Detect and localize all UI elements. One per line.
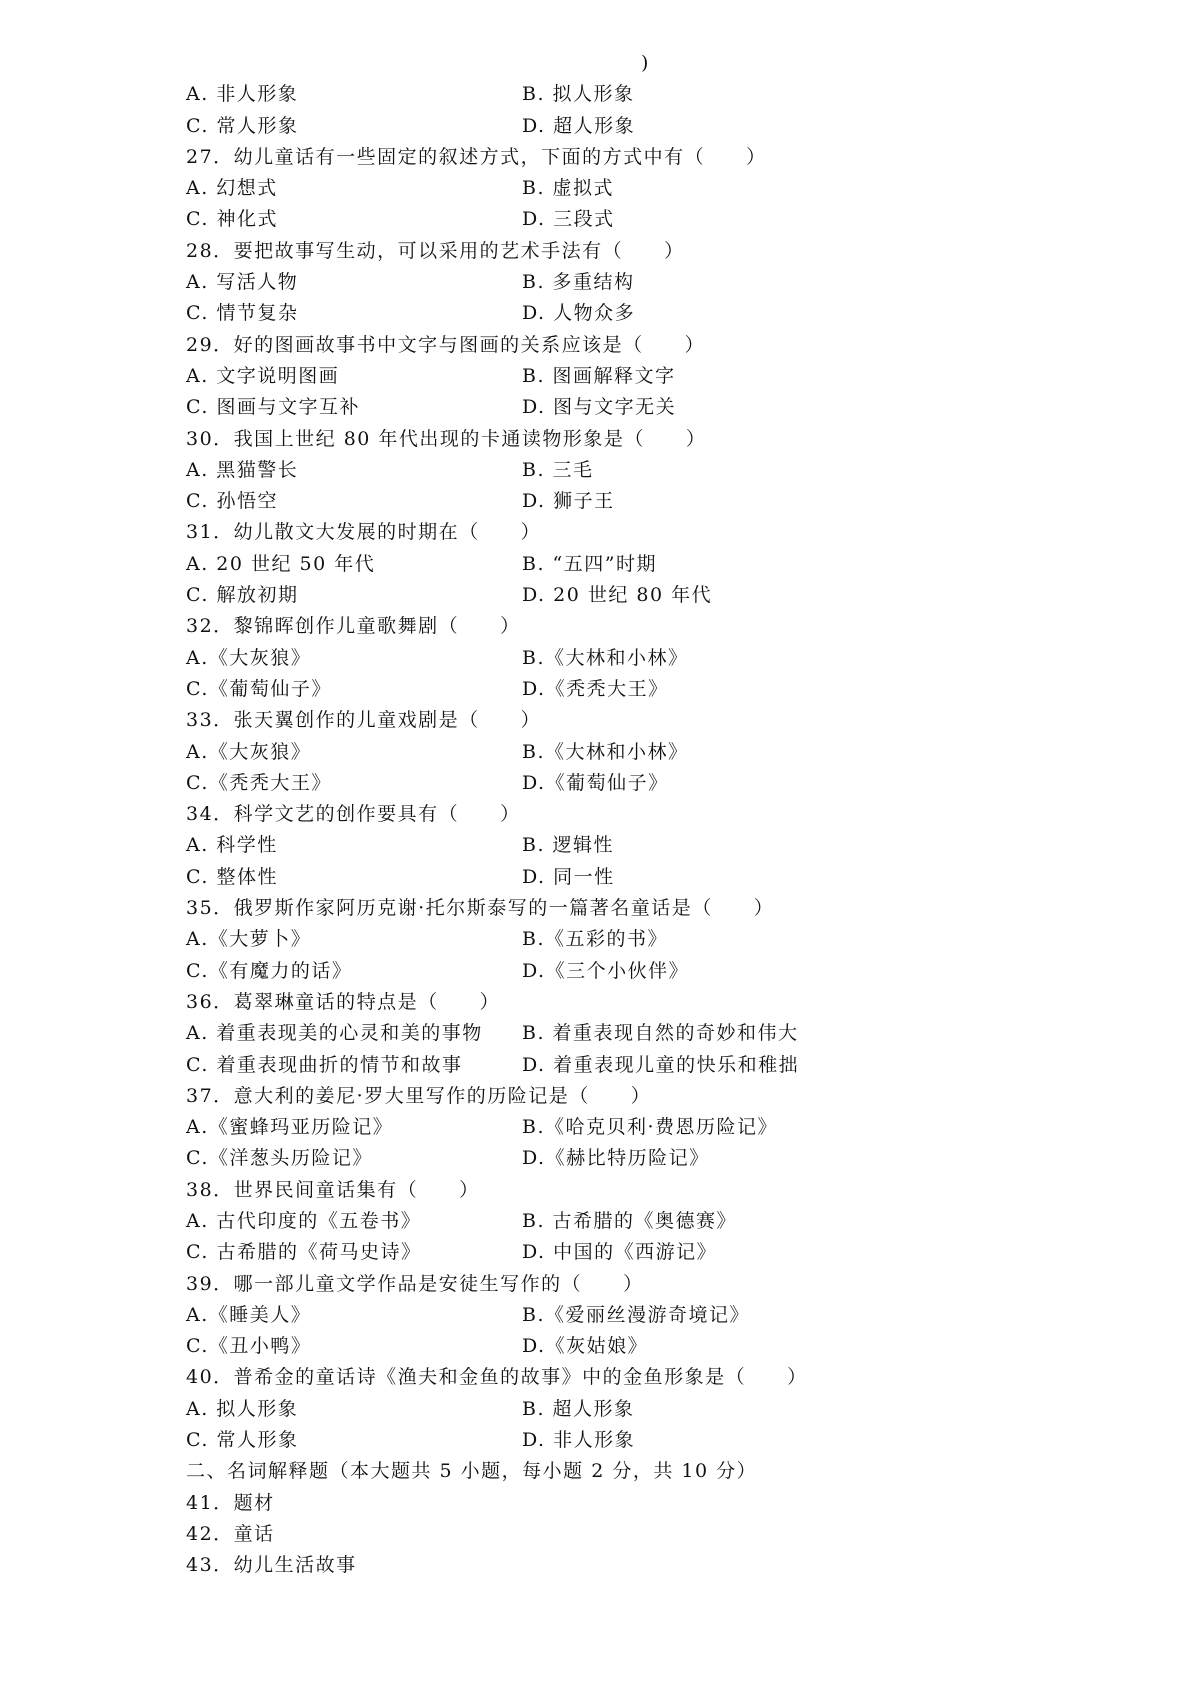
answer-option: D. 人物众多 [522,302,636,325]
option-row [186,580,966,611]
answer-option: B. 虚拟式 [522,177,615,200]
question-text: 37．意大利的姜尼·罗大里写作的历险记是（ ） [186,1084,652,1107]
answer-option: D. 狮子王 [522,490,615,513]
option-row [186,1143,966,1174]
answer-option: C. 常人形象 [186,1429,299,1452]
option-row [186,392,966,423]
answer-option: C.《秃秃大王》 [186,771,332,794]
question-text: 31．幼儿散文大发展的时期在（ ） [186,521,542,544]
question-text: 30．我国上世纪 80 年代出现的卡通读物形象是（ ） [186,427,707,450]
question-text: 39．哪一部儿童文学作品是安徒生写作的（ ） [186,1272,644,1295]
answer-option: B. 着重表现自然的奇妙和伟大 [522,1022,799,1045]
option-row [186,862,966,893]
answer-option: C. 情节复杂 [186,302,299,325]
option-row [186,1394,966,1425]
question-list [186,79,966,1456]
answer-option: A. 非人形象 [186,83,299,106]
question-text: 36．葛翠琳童话的特点是（ ） [186,990,501,1013]
answer-option: A.《蜜蜂玛亚历险记》 [186,1116,394,1139]
answer-option: A. 20 世纪 50 年代 [186,552,376,575]
option-row [186,267,966,298]
answer-option: B. 三毛 [522,458,594,481]
answer-option: D. 超人形象 [522,114,636,137]
answer-option: A. 写活人物 [186,271,299,294]
answer-option: A.《大萝卜》 [186,928,312,951]
question-text: 33．张天翼创作的儿童戏剧是（ ） [186,709,542,732]
answer-option: D. 20 世纪 80 年代 [522,584,713,607]
question-text: 40．普希金的童话诗《渔夫和金鱼的故事》中的金鱼形象是（ ） [186,1366,808,1389]
answer-option: B.《爱丽丝漫游奇境记》 [522,1303,751,1326]
question-text: 38．世界民间童话集有（ ） [186,1178,480,1201]
option-row [186,1112,966,1143]
option-row [186,204,966,235]
answer-option: B.《大林和小林》 [522,646,689,669]
answer-option: C. 着重表现曲折的情节和故事 [186,1053,463,1076]
answer-option: A.《大灰狼》 [186,646,312,669]
answer-option: B.《哈克贝利·费恩历险记》 [522,1116,779,1139]
option-row [186,830,966,861]
answer-option: B. 逻辑性 [522,834,615,857]
option-row [186,298,966,329]
answer-option: A. 文字说明图画 [186,364,340,387]
answer-option: D.《赫比特历险记》 [522,1147,710,1170]
answer-option: B. 拟人形象 [522,83,635,106]
answer-option: D.《葡萄仙子》 [522,771,669,794]
option-row [186,173,966,204]
option-row [186,79,966,110]
answer-option: A. 古代印度的《五卷书》 [186,1209,422,1232]
question-text: 34．科学文艺的创作要具有（ ） [186,803,521,826]
option-row [186,1206,966,1237]
option-row [186,455,966,486]
question-text: 28．要把故事写生动，可以采用的艺术手法有（ ） [186,239,685,262]
option-row [186,1018,966,1049]
option-row [186,1237,966,1268]
question-continuation: ) [641,52,650,74]
answer-option: D. 中国的《西游记》 [522,1241,718,1264]
answer-option: D. 三段式 [522,208,615,231]
answer-option: B. 多重结构 [522,271,635,294]
question-text: 32．黎锦晖创作儿童歌舞剧（ ） [186,615,521,638]
answer-option: D.《三个小伙伴》 [522,959,690,982]
option-row [186,1300,966,1331]
section-heading: 二、名词解释题（本大题共 5 小题，每小题 2 分，共 10 分） [186,1460,758,1483]
answer-option: C. 整体性 [186,865,278,888]
answer-option: C.《洋葱头历险记》 [186,1147,373,1170]
answer-option: A. 科学性 [186,834,278,857]
option-row [186,111,966,142]
option-row [186,674,966,705]
answer-option: A.《睡美人》 [186,1303,312,1326]
exam-page [186,48,966,1582]
answer-option: D. 同一性 [522,865,615,888]
option-row [186,924,966,955]
answer-option: A. 幻想式 [186,177,278,200]
answer-option: A. 拟人形象 [186,1397,299,1420]
option-row [186,1425,966,1456]
option-row [186,737,966,768]
option-row [186,361,966,392]
answer-option: C. 古希腊的《荷马史诗》 [186,1241,422,1264]
answer-option: A. 黑猫警长 [186,458,299,481]
option-row [186,768,966,799]
term-item: 43．幼儿生活故事 [186,1554,357,1577]
answer-option: B. 超人形象 [522,1397,635,1420]
answer-option: B.《大林和小林》 [522,740,689,763]
answer-option: D. 图与文字无关 [522,396,677,419]
answer-option: C. 孙悟空 [186,490,278,513]
answer-option: B. 古希腊的《奥德赛》 [522,1209,738,1232]
answer-option: D.《灰姑娘》 [522,1335,649,1358]
question-text: 35．俄罗斯作家阿历克谢·托尔斯泰写的一篇著名童话是（ ） [186,897,775,920]
answer-option: A. 着重表现美的心灵和美的事物 [186,1022,483,1045]
option-row [186,486,966,517]
answer-option: C. 常人形象 [186,114,299,137]
option-row [186,643,966,674]
answer-option: C.《有魔力的话》 [186,959,353,982]
answer-option: C.《丑小鸭》 [186,1335,312,1358]
answer-option: A.《大灰狼》 [186,740,312,763]
answer-option: C. 解放初期 [186,584,299,607]
option-row [186,549,966,580]
option-row [186,1050,966,1081]
term-item: 42．童话 [186,1522,275,1545]
answer-option: D. 非人形象 [522,1429,636,1452]
answer-option: B.《五彩的书》 [522,928,669,951]
answer-option: D.《秃秃大王》 [522,677,669,700]
answer-option: C. 图画与文字互补 [186,396,360,419]
answer-option: D. 着重表现儿童的快乐和稚拙 [522,1053,800,1076]
option-row [186,1331,966,1362]
term-list [186,1488,966,1582]
answer-option: B. “五四”时期 [522,552,657,575]
option-row [186,956,966,987]
answer-option: B. 图画解释文字 [522,364,676,387]
answer-option: C.《葡萄仙子》 [186,677,332,700]
term-item: 41．题材 [186,1491,275,1514]
question-text: 29．好的图画故事书中文字与图画的关系应该是（ ） [186,333,706,356]
answer-option: C. 神化式 [186,208,278,231]
question-text: 27．幼儿童话有一些固定的叙述方式，下面的方式中有（ ） [186,145,767,168]
